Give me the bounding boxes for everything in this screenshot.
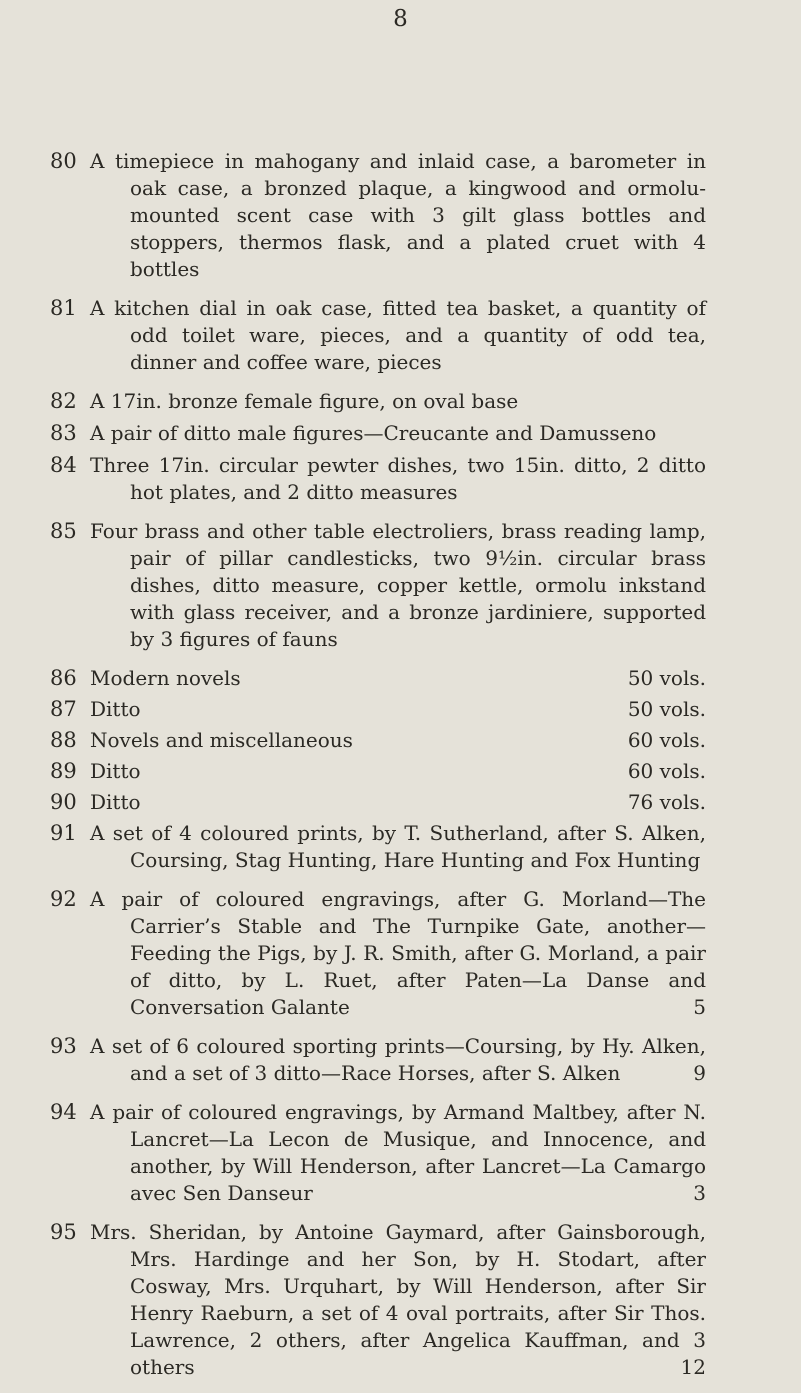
lot-description: A timepiece in mahogany and inlaid case, a barometer in oak case, a bronzed plaque, a kingwood and ormolu-mounted scent case with 3 gilt glass bottles and stoppers, thermos flask, and a plated cruet with 4 bottles: [90, 149, 706, 281]
lot-description: Modern novels: [90, 666, 241, 690]
lot-count: 12: [680, 1355, 706, 1379]
lot-entry: [0, 886, 801, 1021]
lot-entry: [0, 388, 801, 415]
lot-number: 89: [50, 759, 77, 783]
lot-number: 90: [50, 790, 77, 814]
lot-count: 5: [693, 995, 706, 1019]
lot-number: 88: [50, 728, 77, 752]
lot-entry: [0, 1219, 801, 1381]
lot-number: 87: [50, 697, 77, 721]
lot-entry: [0, 295, 801, 376]
lot-count: 3: [693, 1181, 706, 1205]
lot-quantity: 50 vols.: [627, 697, 706, 721]
lot-description: Ditto: [90, 790, 141, 814]
lot-count: 9: [693, 1061, 706, 1085]
lot-entry: [0, 518, 801, 653]
lot-description: Novels and miscellaneous: [90, 728, 353, 752]
lot-description: Ditto: [90, 759, 141, 783]
lot-description: A pair of coloured engravings, after G. Morland—The Carrier’s Stable and The Turnpike Gate, another—Feeding the Pigs, by J. R. Smith, after G. Morland, a pair of ditto, by L. Ruet, after Paten—La Danse and Conversation Galante: [90, 887, 706, 1019]
lot-number: 86: [50, 666, 77, 690]
lot-quantity: 60 vols.: [627, 759, 706, 783]
lot-number: 93: [50, 1034, 77, 1058]
lot-entry: [0, 420, 801, 447]
lot-description: Mrs. Sheridan, by Antoine Gaymard, after Gainsborough, Mrs. Hardinge and her Son, by H. Stodart, after Cosway, Mrs. Urquhart, by Will Henderson, after Sir Henry Raeburn, a set of 4 oval portraits, after Sir Thos. Lawrence, 2 others, after Angelica Kauffman, and 3 others: [90, 1220, 706, 1379]
lot-entry: [0, 758, 801, 785]
lot-quantity: 76 vols.: [627, 790, 706, 814]
lot-description: Four brass and other table electroliers, brass reading lamp, pair of pillar candlesticks, two 9½in. circular brass dishes, ditto measure, copper kettle, ormolu inkstand with glass receiver, and a bronze jardiniere, supported by 3 figures of fauns: [90, 519, 706, 651]
lot-number: 91: [50, 821, 77, 845]
lot-entry: [0, 789, 801, 816]
lot-description: A pair of coloured engravings, by Armand Maltbey, after N. Lancret—La Lecon de Musique, and Innocence, and another, by Will Henderson, after Lancret—La Camargo avec Sen Danseur: [90, 1100, 706, 1205]
lot-description: Three 17in. circular pewter dishes, two 15in. ditto, 2 ditto hot plates, and 2 ditto measures: [90, 453, 706, 504]
lot-entry: [0, 452, 801, 506]
lot-description: A set of 6 coloured sporting prints—Coursing, by Hy. Alken, and a set of 3 ditto—Race Horses, after S. Alken: [90, 1034, 706, 1085]
lot-description: A 17in. bronze female figure, on oval base: [90, 389, 519, 413]
lot-entry: [0, 148, 801, 283]
lot-description: Ditto: [90, 697, 141, 721]
lot-entry: [0, 1099, 801, 1207]
lot-number: 80: [50, 149, 77, 173]
lot-description: A set of 4 coloured prints, by T. Sutherland, after S. Alken, Coursing, Stag Hunting, Hare Hunting and Fox Hunting: [90, 821, 706, 872]
lot-list: [0, 148, 801, 1393]
lot-number: 95: [50, 1220, 77, 1244]
lot-entry: [0, 696, 801, 723]
lot-number: 92: [50, 887, 77, 911]
lot-number: 94: [50, 1100, 77, 1124]
lot-number: 83: [50, 421, 77, 445]
lot-quantity: 60 vols.: [627, 728, 706, 752]
page-number: 8: [393, 6, 408, 32]
lot-entry: [0, 665, 801, 692]
lot-number: 84: [50, 453, 77, 477]
lot-number: 85: [50, 519, 77, 543]
lot-entry: [0, 1033, 801, 1087]
lot-number: 81: [50, 296, 77, 320]
lot-description: A pair of ditto male figures—Creucante and Damusseno: [90, 421, 657, 445]
lot-description: A kitchen dial in oak case, fitted tea basket, a quantity of odd toilet ware, pieces, and a quantity of odd tea, dinner and coffee ware, pieces: [90, 296, 706, 374]
lot-number: 82: [50, 389, 77, 413]
lot-entry: [0, 727, 801, 754]
lot-quantity: 50 vols.: [627, 666, 706, 690]
lot-entry: [0, 820, 801, 874]
